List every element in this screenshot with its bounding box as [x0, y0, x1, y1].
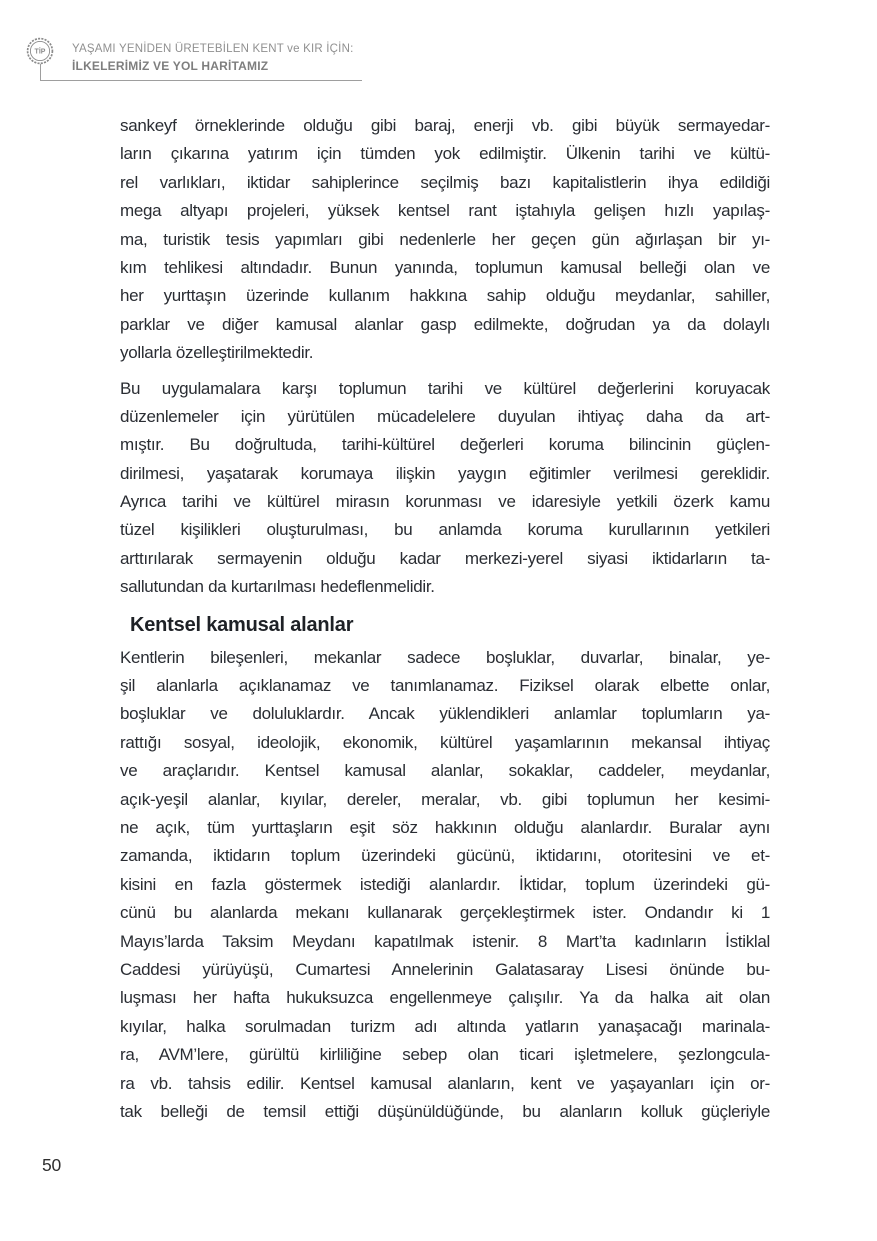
text-line: luşması her hafta hukuksuzca engellenmeye çalışılır. Ya da halka ait olan — [120, 988, 770, 1008]
text-line: boşluklar ve doluluklardır. Ancak yüklendikleri anlamlar toplumların ya- — [120, 704, 770, 724]
paragraph — [120, 112, 770, 368]
text-line: kisini en fazla göstermek istediği alanlardır. İktidar, toplum üzerindeki gü- — [120, 874, 770, 894]
logo-text: TİP — [34, 48, 46, 56]
text-line: zamanda, iktidarın toplum üzerindeki gücünü, iktidarını, otoritesini ve et- — [120, 846, 770, 866]
text-line: ma, turistik tesis yapımları gibi nedenlerle her geçen gün ağırlaşan bir yı- — [120, 229, 770, 249]
text-line: Bu uygulamalara karşı toplumun tarihi ve kültürel değerlerini koruyacak — [120, 378, 770, 398]
text-line: tüzel kişilikleri oluşturulması, bu anlamda koruma kurullarının yetkileri — [120, 520, 770, 540]
text-line: tak belleği de temsil ettiği düşünüldüğünde, bu alanların kolluk güçleriyle — [120, 1101, 770, 1121]
text-line: düzenlemeler için yürütülen mücadelelere duyulan ihtiyaç daha da art- — [120, 406, 770, 426]
text-line: sallutundan da kurtarılması hedeflenmelidir. — [120, 577, 435, 597]
text-line: ların çıkarına yatırım için tümden yok edilmiştir. Ülkenin tarihi ve kültü- — [120, 144, 770, 164]
section-heading: Kentsel kamusal alanlar — [130, 613, 354, 636]
text-line: mıştır. Bu doğrultuda, tarihi-kültürel değerleri koruma bilincinin güçlen- — [120, 435, 770, 455]
text-line: ra, AVM’lere, gürültü kirliliğine sebep olan ticari işletmelere, şezlongcula- — [120, 1045, 770, 1065]
text-line: açık-yeşil alanlar, kıyılar, dereler, meralar, vb. gibi toplumun her kesimi- — [120, 789, 770, 809]
text-line: Caddesi yürüyüşü, Cumartesi Annelerinin Galatasaray Lisesi önünde bu- — [120, 959, 770, 979]
paragraph — [120, 375, 770, 602]
header-connector-line — [40, 64, 41, 81]
text-line: ne açık, tüm yurttaşların eşit söz hakkının olduğu alanlardır. Buralar aynı — [120, 817, 770, 837]
text-line: ra vb. tahsis edilir. Kentsel kamusal alanların, kent ve yaşayanları için or- — [120, 1073, 770, 1093]
body-text — [120, 112, 770, 1133]
text-line: cünü bu alanlarda mekanı kullanarak gerçekleştirmek ister. Ondandır ki 1 — [120, 903, 770, 923]
text-line: Ayrıca tarihi ve kültürel mirasın korunması ve idaresiyle yetkili özerk kamu — [120, 492, 770, 512]
text-line: rattığı sosyal, ideolojik, ekonomik, kültürel yaşamlarının mekansal ihtiyaç — [120, 732, 770, 752]
text-line: her yurttaşın üzerinde kullanım hakkına sahip olduğu meydanlar, sahiller, — [120, 286, 770, 306]
text-line: mega altyapı projeleri, yüksek kentsel rant iştahıyla gelişen hızlı yapılaş- — [120, 201, 770, 221]
text-line: Kentlerin bileşenleri, mekanlar sadece boşluklar, duvarlar, binalar, ye- — [120, 647, 770, 667]
tip-party-logo-icon — [26, 37, 54, 65]
text-line: rel varlıkları, iktidar sahiplerince seçilmiş bazı kapitalistlerin ihya edildiği — [120, 172, 770, 192]
text-line: şil alanlarla açıklanamaz ve tanımlanamaz. Fiziksel olarak elbette onlar, — [120, 676, 770, 696]
header-text — [72, 41, 353, 75]
text-line: sankeyf örneklerinde olduğu gibi baraj, enerji vb. gibi büyük sermayedar- — [120, 116, 770, 135]
text-line: arttırılarak sermayenin olduğu kadar merkezi-yerel siyasi iktidarların ta- — [120, 548, 770, 568]
text-line: ve araçlarıdır. Kentsel kamusal alanlar, sokaklar, caddeler, meydanlar, — [120, 761, 770, 781]
header-title: İLKELERİMİZ VE YOL HARİTAMIZ — [72, 59, 269, 73]
header-subtitle: YAŞAMI YENİDEN ÜRETEBİLEN KENT ve KIR İÇİN: — [72, 43, 354, 55]
paragraph — [120, 644, 770, 1127]
header-rule — [40, 80, 362, 81]
text-line: yollarla özelleştirilmektedir. — [120, 343, 314, 363]
text-line: parklar ve diğer kamusal alanlar gasp edilmekte, doğrudan ya da dolaylı — [120, 314, 770, 334]
text-line: kım tehlikesi altındadır. Bunun yanında, toplumun kamusal belleği olan ve — [120, 257, 770, 277]
text-line: Mayıs’larda Taksim Meydanı kapatılmak istenir. 8 Mart’ta kadınların İstiklal — [120, 931, 770, 951]
text-line: kıyılar, halka sorulmadan turizm adı altında yatların yanaşacağı marinala- — [120, 1016, 770, 1036]
text-line: dirilmesi, yaşatarak korumaya ilişkin yaygın eğitimler verilmesi gereklidir. — [120, 463, 770, 483]
page-number: 50 — [42, 1155, 62, 1175]
